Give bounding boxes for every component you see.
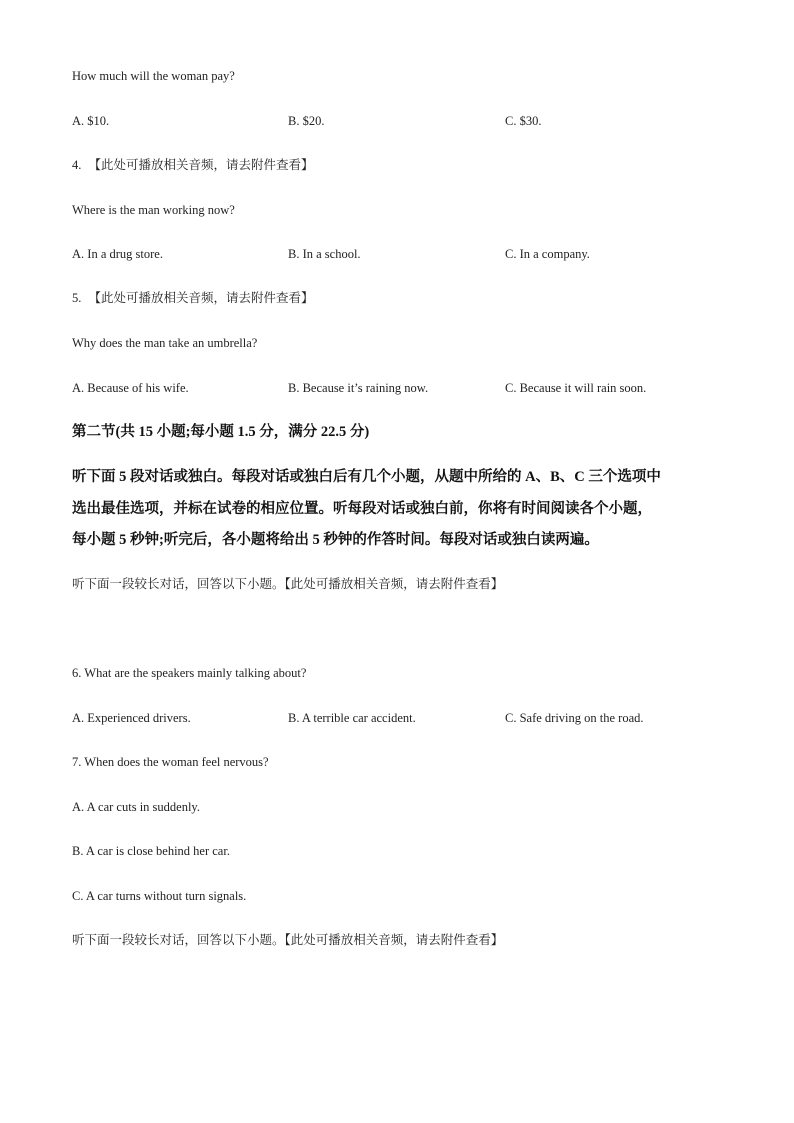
audio-note[interactable]: 【此处可播放相关音频，请去附件查看】 bbox=[88, 157, 314, 172]
instruction-line-2: 选出最佳选项，并标在试卷的相应位置。听每段对话或独白前，你将有时间阅读各个小题， bbox=[72, 501, 652, 517]
option-a: A. In a drug store. bbox=[72, 247, 163, 261]
question-text: 6. What are the speakers mainly talking about? bbox=[72, 666, 307, 680]
audio-note[interactable]: 【此处可播放相关音频，请去附件查看】 bbox=[88, 290, 314, 305]
dialogue-intro[interactable]: 听下面一段较长对话，回答以下小题。【此处可播放相关音频，请去附件查看】 bbox=[72, 576, 504, 591]
option-a: A. $10. bbox=[72, 114, 110, 128]
question-text: Where is the man working now? bbox=[72, 203, 235, 217]
option-b: B. $20. bbox=[288, 114, 325, 128]
dialogue-intro[interactable]: 听下面一段较长对话，回答以下小题。【此处可播放相关音频，请去附件查看】 bbox=[72, 932, 504, 947]
option-c: C. Because it will rain soon. bbox=[505, 381, 647, 395]
question-number-line bbox=[72, 157, 314, 173]
option-a: A. Because of his wife. bbox=[72, 381, 189, 395]
option-a: A. A car cuts in suddenly. bbox=[72, 800, 200, 814]
option-c: C. In a company. bbox=[505, 247, 590, 261]
option-a: A. Experienced drivers. bbox=[72, 711, 191, 725]
option-c: C. A car turns without turn signals. bbox=[72, 889, 247, 903]
question-text: How much will the woman pay? bbox=[72, 69, 235, 83]
option-c: C. $30. bbox=[505, 114, 542, 128]
question-text: 7. When does the woman feel nervous? bbox=[72, 755, 269, 769]
option-b: B. Because it’s raining now. bbox=[288, 381, 429, 395]
question-number: 5. bbox=[72, 291, 82, 305]
option-b: B. A car is close behind her car. bbox=[72, 844, 230, 858]
section-heading: 第二节(共 15 小题;每小题 1.5 分，满分 22.5 分) bbox=[72, 424, 370, 440]
question-text: Why does the man take an umbrella? bbox=[72, 336, 258, 350]
option-b: B. A terrible car accident. bbox=[288, 711, 416, 725]
question-number: 4. bbox=[72, 158, 82, 172]
option-b: B. In a school. bbox=[288, 247, 361, 261]
instruction-line-3: 每小题 5 秒钟;听完后，各小题将给出 5 秒钟的作答时间。每段对话或独白读两遍。 bbox=[72, 532, 599, 548]
question-number-line bbox=[72, 290, 314, 306]
option-c: C. Safe driving on the road. bbox=[505, 711, 644, 725]
instruction-line-1: 听下面 5 段对话或独白。每段对话或独白后有几个小题，从题中所给的 A、B、C 三个选项中 bbox=[72, 469, 661, 485]
